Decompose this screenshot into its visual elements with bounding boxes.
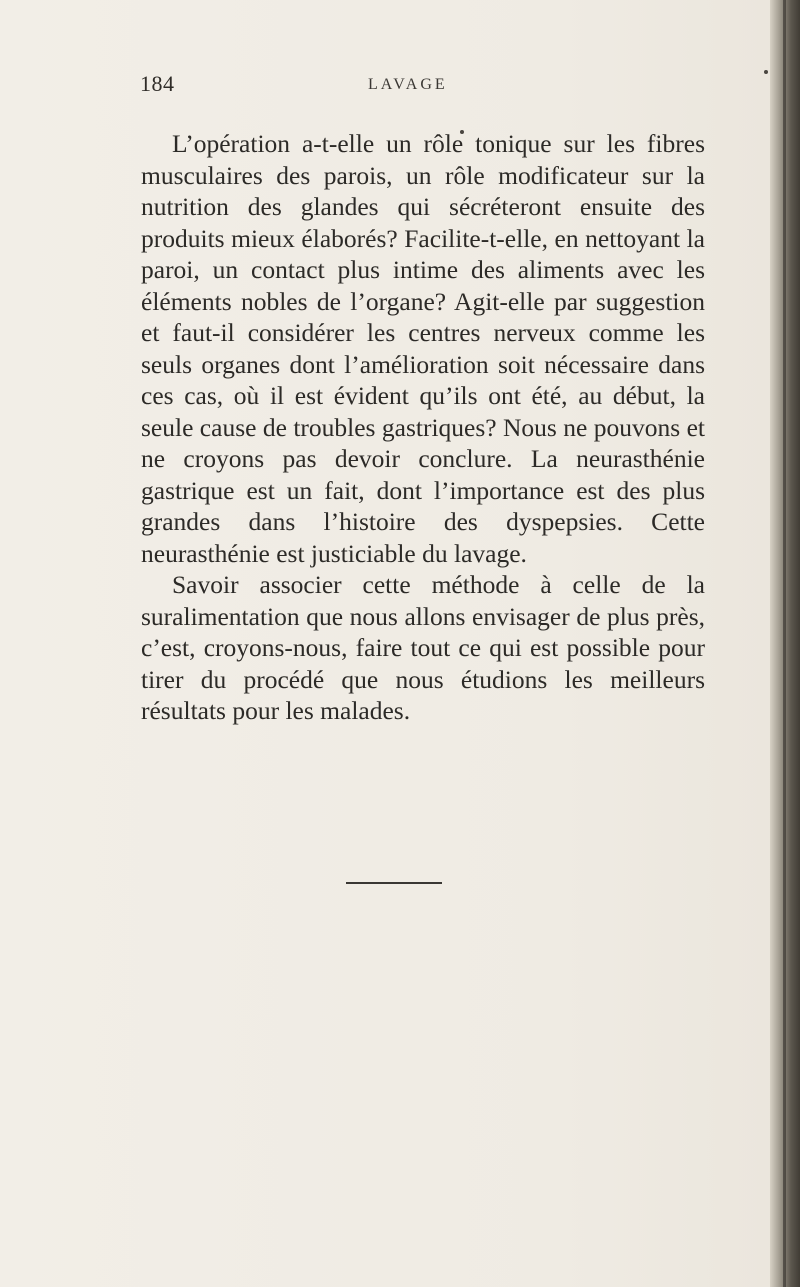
page-number: 184 <box>140 71 175 96</box>
running-head: LAVAGE <box>368 76 448 93</box>
ink-speck <box>764 70 768 74</box>
paragraph-1: L’opération a-t-elle un rôle tonique sur les fibres musculaires des parois, un rôle modificateur sur la nutrition des glandes qui sécréteront ensuite des produits mieux élaborés? Facilite-t-elle, en nettoyant la paroi, un contact plus intime des aliments avec les éléments nobles de l’organe? Agit-elle par suggestion et faut-il considérer les centres nerveux comme les seuls organes dont l’amélioration soit nécessaire dans ces cas, où il est évident qu’ils ont été, au début, la seule cause de troubles gastriques? Nous ne pouvons et ne croyons pas devoir conclure. La neurasthénie gastrique est un fait, dont l’importance est des plus grandes dans l’histoire des dyspepsies. Cette neurasthénie est justiciable du lavage. <box>141 129 705 568</box>
page-gutter-edge <box>783 0 786 1287</box>
body-text <box>141 128 705 727</box>
paragraph-2: Savoir associer cette méthode à celle de la suralimentation que nous allons envisager de plus près, c’est, croyons-nous, faire tout ce qui est possible pour tirer du procédé que nous étudions les meilleurs résultats pour les malades. <box>141 570 705 725</box>
section-end-rule <box>346 882 442 884</box>
